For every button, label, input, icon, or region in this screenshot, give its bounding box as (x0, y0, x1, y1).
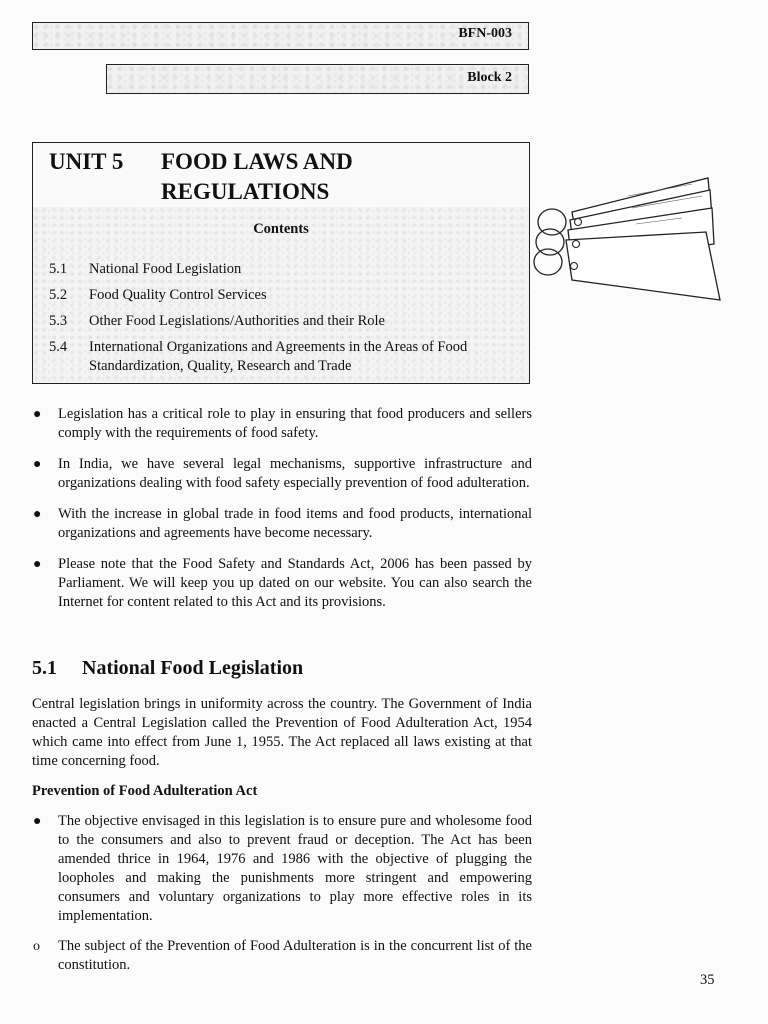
bullet-text: Please note that the Food Safety and Standards Act, 2006 has been passed by Parliament. We will keep you up dated on our website. You can also search the Internet for content related to this Act and its provisions. (58, 556, 532, 610)
toc-item-number: 5.3 (49, 313, 68, 329)
course-code-header (32, 22, 529, 50)
list-item (32, 555, 532, 612)
bullet-text: The objective envisaged in this legislation is to ensure pure and wholesome food to the consumers and also to prevent fraud or deception. The Act has been amended thrice in 1964, 1976 and 1986 with the objective of plugging the loopholes and making the punishments more stringent and empowering consumers and voluntary organizations to play more effective roles in its implementation. (58, 813, 532, 924)
bullet-icon: ● (33, 814, 42, 829)
list-item (32, 505, 532, 543)
block-header (106, 64, 529, 94)
section-number: 5.1 (32, 657, 57, 679)
list-item (32, 812, 532, 926)
toc-item-title: National Food Legislation (89, 261, 242, 277)
bullet-icon: ● (33, 457, 42, 472)
list-item (32, 455, 532, 493)
bullet-text: In India, we have several legal mechanisms, supportive infrastructure and organizations dealing with food safety especially prevention of food adulteration. (58, 456, 532, 491)
section-title: National Food Legislation (82, 657, 304, 679)
bullet-text: With the increase in global trade in food items and food products, international organizations and agreements have become necessary. (58, 506, 532, 541)
intro-bullet-list (32, 405, 532, 624)
toc-item-title: Food Quality Control Services (89, 287, 267, 303)
toc-item-number: 5.2 (49, 287, 68, 303)
unit-title (161, 147, 501, 207)
subheading: Prevention of Food Adulteration Act (32, 783, 258, 799)
bullet-icon: o (33, 939, 40, 954)
bullet-icon: ● (33, 557, 42, 572)
toc-item-title: International Organizations and Agreements in the Areas of Food Standardization, Quality, Research and Trade (89, 339, 468, 374)
block-label: Block 2 (467, 70, 512, 85)
contents-heading: Contents (253, 221, 309, 237)
toc-item-number: 5.1 (49, 261, 68, 277)
unit-number: UNIT 5 (49, 149, 124, 174)
page-number: 35 (700, 972, 715, 988)
act-bullet-list (32, 812, 532, 986)
section-heading (32, 656, 303, 680)
bullet-text: The subject of the Prevention of Food Adulteration is in the concurrent list of the constitution. (58, 938, 532, 973)
unit-title-line-2: REGULATIONS (161, 179, 330, 204)
list-item (32, 405, 532, 443)
contents-panel (33, 207, 529, 383)
list-item (32, 937, 532, 975)
document-pages-illustration-icon (532, 176, 722, 304)
unit-title-bar (33, 143, 529, 208)
bullet-icon: ● (33, 507, 42, 522)
bullet-icon: ● (33, 407, 42, 422)
unit-title-line-1: FOOD LAWS AND (161, 149, 353, 174)
section-paragraph: Central legislation brings in uniformity across the country. The Government of India enacted a Central Legislation called the Prevention of Food Adulteration Act, 1954 which came into effect from June 1, 1955. The Act replaced all laws existing at that time concerning food. (32, 696, 532, 769)
course-code: BFN-003 (458, 26, 512, 41)
unit-box (32, 142, 530, 384)
toc-item-number: 5.4 (49, 339, 68, 355)
bullet-text: Legislation has a critical role to play in ensuring that food producers and sellers comply with the requirements of food safety. (58, 406, 532, 441)
toc-item-title: Other Food Legislations/Authorities and their Role (89, 313, 385, 329)
